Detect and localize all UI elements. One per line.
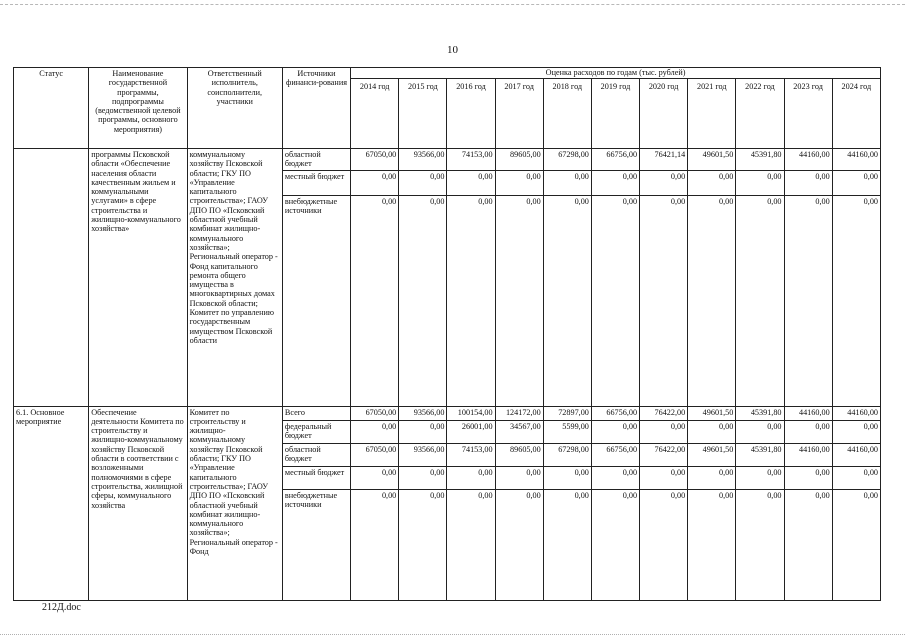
header-year: 2014 год	[351, 79, 399, 149]
source-cell: местный бюджет	[282, 466, 350, 489]
value-cell: 0,00	[736, 170, 784, 195]
value-cell: 0,00	[736, 195, 784, 406]
footer-filename: 212Д.doc	[42, 602, 81, 613]
value-cell: 0,00	[447, 195, 495, 406]
value-cell: 0,00	[447, 489, 495, 600]
value-cell: 0,00	[736, 466, 784, 489]
value-cell: 67050,00	[351, 406, 399, 420]
value-cell: 93566,00	[399, 443, 447, 466]
value-cell: 66756,00	[591, 406, 639, 420]
value-cell: 0,00	[591, 489, 639, 600]
header-sources: Источники финанси-рования	[282, 68, 350, 149]
header-year: 2018 год	[543, 79, 591, 149]
value-cell: 0,00	[591, 466, 639, 489]
scan-edge-bottom	[0, 634, 905, 635]
value-cell: 0,00	[495, 195, 543, 406]
value-cell: 0,00	[688, 466, 736, 489]
value-cell: 44160,00	[832, 443, 880, 466]
source-cell: внебюджетные источники	[282, 195, 350, 406]
value-cell: 0,00	[640, 420, 688, 443]
value-cell: 0,00	[351, 195, 399, 406]
value-cell: 45391,80	[736, 443, 784, 466]
value-cell: 0,00	[784, 170, 832, 195]
value-cell: 0,00	[640, 170, 688, 195]
source-cell: местный бюджет	[282, 170, 350, 195]
value-cell: 44160,00	[784, 406, 832, 420]
value-cell: 45391,80	[736, 149, 784, 171]
value-cell: 0,00	[447, 466, 495, 489]
value-cell: 93566,00	[399, 149, 447, 171]
header-estimate: Оценка расходов по годам (тыс. рублей)	[351, 68, 881, 79]
header-year: 2019 год	[591, 79, 639, 149]
value-cell: 44160,00	[784, 149, 832, 171]
page-number: 10	[447, 44, 458, 56]
header-year: 2016 год	[447, 79, 495, 149]
value-cell: 45391,80	[736, 406, 784, 420]
value-cell: 0,00	[351, 489, 399, 600]
block-executor: коммунальному хозяйству Псковской области; ГКУ ПО «Управление капитального строительства»; ГАОУ ДПО ПО «Псковский областной учебный комбинат жилищно-коммунального хозяйства»; Региональный оператор - Фонд капитального ремонта общего имущества в многоквартирных домах Псковской области; Комитет по управлению государственным имуществом Псковской области	[187, 149, 282, 407]
value-cell: 0,00	[832, 170, 880, 195]
value-cell: 0,00	[832, 466, 880, 489]
value-cell: 93566,00	[399, 406, 447, 420]
value-cell: 0,00	[399, 170, 447, 195]
scan-edge-top	[0, 4, 905, 5]
value-cell: 67298,00	[543, 149, 591, 171]
value-cell: 72897,00	[543, 406, 591, 420]
value-cell: 0,00	[640, 195, 688, 406]
value-cell: 74153,00	[447, 443, 495, 466]
source-cell: федеральный бюджет	[282, 420, 350, 443]
value-cell: 67298,00	[543, 443, 591, 466]
header-program-name: Наименование государственной программы, подпрограммы (ведомственной целевой программы, основного мероприятия)	[89, 68, 187, 149]
value-cell: 0,00	[784, 195, 832, 406]
value-cell: 76422,00	[640, 406, 688, 420]
value-cell: 44160,00	[832, 406, 880, 420]
value-cell: 0,00	[399, 195, 447, 406]
source-cell: областной бюджет	[282, 149, 350, 171]
value-cell: 89605,00	[495, 443, 543, 466]
header-executor: Ответственный исполнитель, соисполнители, участники	[187, 68, 282, 149]
value-cell: 0,00	[351, 466, 399, 489]
header-year: 2024 год	[832, 79, 880, 149]
table-row	[14, 406, 881, 420]
value-cell: 66756,00	[591, 443, 639, 466]
value-cell: 49601,50	[688, 149, 736, 171]
value-cell: 0,00	[543, 170, 591, 195]
value-cell: 5599,00	[543, 420, 591, 443]
value-cell: 0,00	[543, 489, 591, 600]
value-cell: 0,00	[543, 195, 591, 406]
value-cell: 0,00	[640, 466, 688, 489]
header-year: 2017 год	[495, 79, 543, 149]
source-cell: Всего	[282, 406, 350, 420]
header-year: 2020 год	[640, 79, 688, 149]
value-cell: 0,00	[399, 466, 447, 489]
value-cell: 0,00	[688, 170, 736, 195]
header-year: 2015 год	[399, 79, 447, 149]
value-cell: 67050,00	[351, 443, 399, 466]
value-cell: 76422,00	[640, 443, 688, 466]
value-cell: 0,00	[591, 195, 639, 406]
block-program-name: программы Псковской области «Обеспечение населения области качественным жильем и коммунальными услугами» в сфере строительства и жилищно-коммунального хозяйства»	[89, 149, 187, 407]
value-cell: 67050,00	[351, 149, 399, 171]
value-cell: 0,00	[351, 170, 399, 195]
value-cell: 0,00	[784, 466, 832, 489]
value-cell: 0,00	[495, 170, 543, 195]
value-cell: 0,00	[591, 420, 639, 443]
value-cell: 66756,00	[591, 149, 639, 171]
value-cell: 0,00	[832, 489, 880, 600]
value-cell: 0,00	[591, 170, 639, 195]
value-cell: 0,00	[736, 420, 784, 443]
header-year: 2022 год	[736, 79, 784, 149]
value-cell: 0,00	[832, 420, 880, 443]
value-cell: 89605,00	[495, 149, 543, 171]
header-year: 2021 год	[688, 79, 736, 149]
value-cell: 44160,00	[832, 149, 880, 171]
value-cell: 0,00	[688, 420, 736, 443]
value-cell: 26001,00	[447, 420, 495, 443]
value-cell: 0,00	[640, 489, 688, 600]
value-cell: 74153,00	[447, 149, 495, 171]
value-cell: 34567,00	[495, 420, 543, 443]
value-cell: 0,00	[495, 466, 543, 489]
table-row	[14, 149, 881, 171]
value-cell: 0,00	[736, 489, 784, 600]
value-cell: 44160,00	[784, 443, 832, 466]
value-cell: 0,00	[688, 489, 736, 600]
value-cell: 0,00	[447, 170, 495, 195]
block-status	[14, 149, 89, 407]
value-cell: 0,00	[351, 420, 399, 443]
header-year: 2023 год	[784, 79, 832, 149]
value-cell: 0,00	[543, 466, 591, 489]
value-cell: 0,00	[784, 489, 832, 600]
header-status: Статус	[14, 68, 89, 149]
value-cell: 100154,00	[447, 406, 495, 420]
value-cell: 0,00	[399, 420, 447, 443]
expenditure-table	[13, 67, 881, 601]
value-cell: 0,00	[495, 489, 543, 600]
value-cell: 0,00	[399, 489, 447, 600]
value-cell: 124172,00	[495, 406, 543, 420]
value-cell: 76421,14	[640, 149, 688, 171]
block-executor: Комитет по строительству и жилищно-коммунальному хозяйству Псковской области; ГКУ ПО «Управление капитального строительства»; ГАОУ ДПО ПО «Псковский областной учебный комбинат жилищно-коммунального хозяйства»; Региональный оператор - Фонд	[187, 406, 282, 600]
value-cell: 49601,50	[688, 443, 736, 466]
value-cell: 0,00	[688, 195, 736, 406]
block-program-name: Обеспечение деятельности Комитета по строительству и жилищно-коммунальному хозяйству Псковской области в соответствии с возложенными полномочиями в сфере строительства, жилищной сферы, коммунального хозяйства	[89, 406, 187, 600]
value-cell: 49601,50	[688, 406, 736, 420]
value-cell: 0,00	[832, 195, 880, 406]
source-cell: внебюджетные источники	[282, 489, 350, 600]
source-cell: областной бюджет	[282, 443, 350, 466]
block-status: 6.1. Основное мероприятие	[14, 406, 89, 600]
value-cell: 0,00	[784, 420, 832, 443]
